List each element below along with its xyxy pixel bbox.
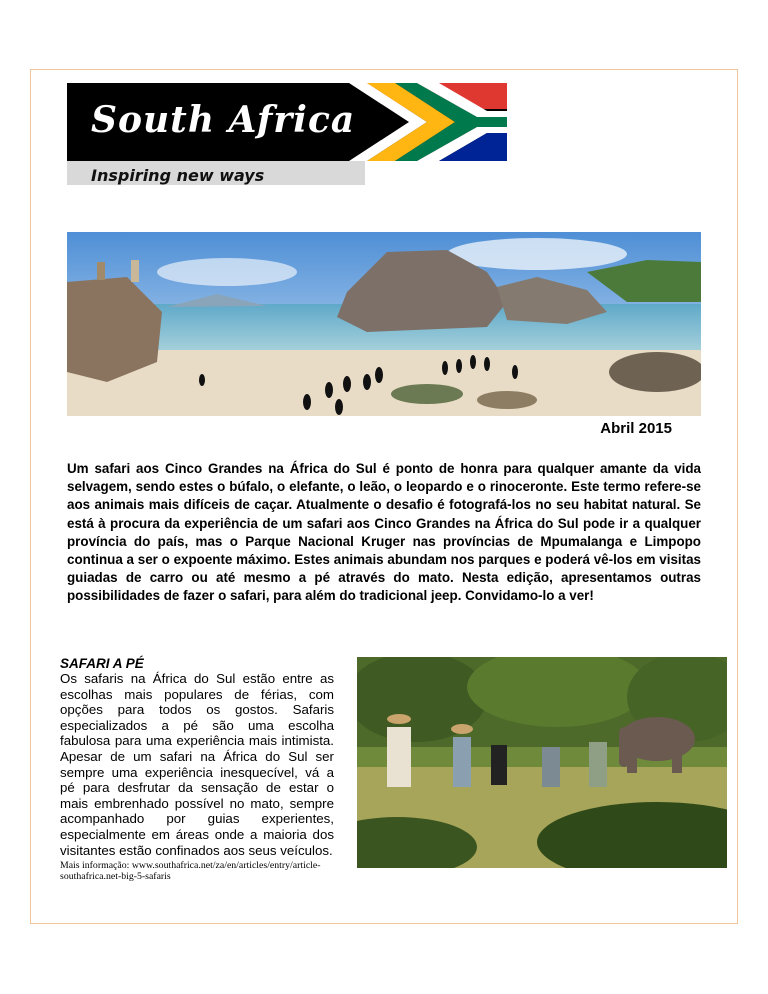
- banner-tagline: Inspiring new ways: [91, 166, 265, 185]
- source-link-text: Mais informação: www.southafrica.net/za/en/articles/entry/article-southafrica.net-big-5-safaris: [60, 860, 321, 882]
- walking-safari-illustration: [357, 657, 727, 868]
- issue-date: Abril 2015: [600, 420, 672, 437]
- section-title: SAFARI A PÉ: [60, 656, 144, 671]
- south-africa-banner: [67, 83, 507, 185]
- walking-safari-photo: [357, 657, 727, 868]
- intro-paragraph: Um safari aos Cinco Grandes na África do Sul é ponto de honra para qualquer amante da vida selvagem, sendo estes o búfalo, o elefante, o leão, o leopardo e o rinoceronte. Este termo refere-se aos animais mais difíceis de caçar. Atualmente o desafio é fotografá-los no seu habitat natural. Se está à procura da experiência de um safari aos Cinco Grandes na África do Sul pode ir a qualquer província do país, mas o Parque Nacional Kruger nas províncias de Mpumalanga e Limpopo continua a ser o expoente máximo. Estes animais abundam nos parques e poderá vê-los em visitas guiadas de carro ou até mesmo a pé através do mato. Nesta edição, apresentamos outras possibilidades de fazer o safari, para além do tradicional jeep. Convidamo-lo a ver!: [67, 461, 701, 604]
- banner-title: South Africa: [91, 99, 356, 141]
- penguin-beach-photo: [67, 232, 701, 416]
- penguin-beach-illustration: [67, 232, 701, 416]
- section-body: Os safaris na África do Sul estão entre as escolhas mais populares de férias, com opções para todos os gostos. Safaris especializados a pé são uma escolha fabulosa para uma experiência mais intimista. Apesar de um safari na África do Sul ser sempre uma experiência inesquecível, vá a pé para desfrutar da sensação de estar o mais embrenhado possível no mato, sempre acompanhado por guias experientes, especialmente em áreas onde a maioria dos visitantes estão confinados aos seus veículos.: [60, 671, 334, 858]
